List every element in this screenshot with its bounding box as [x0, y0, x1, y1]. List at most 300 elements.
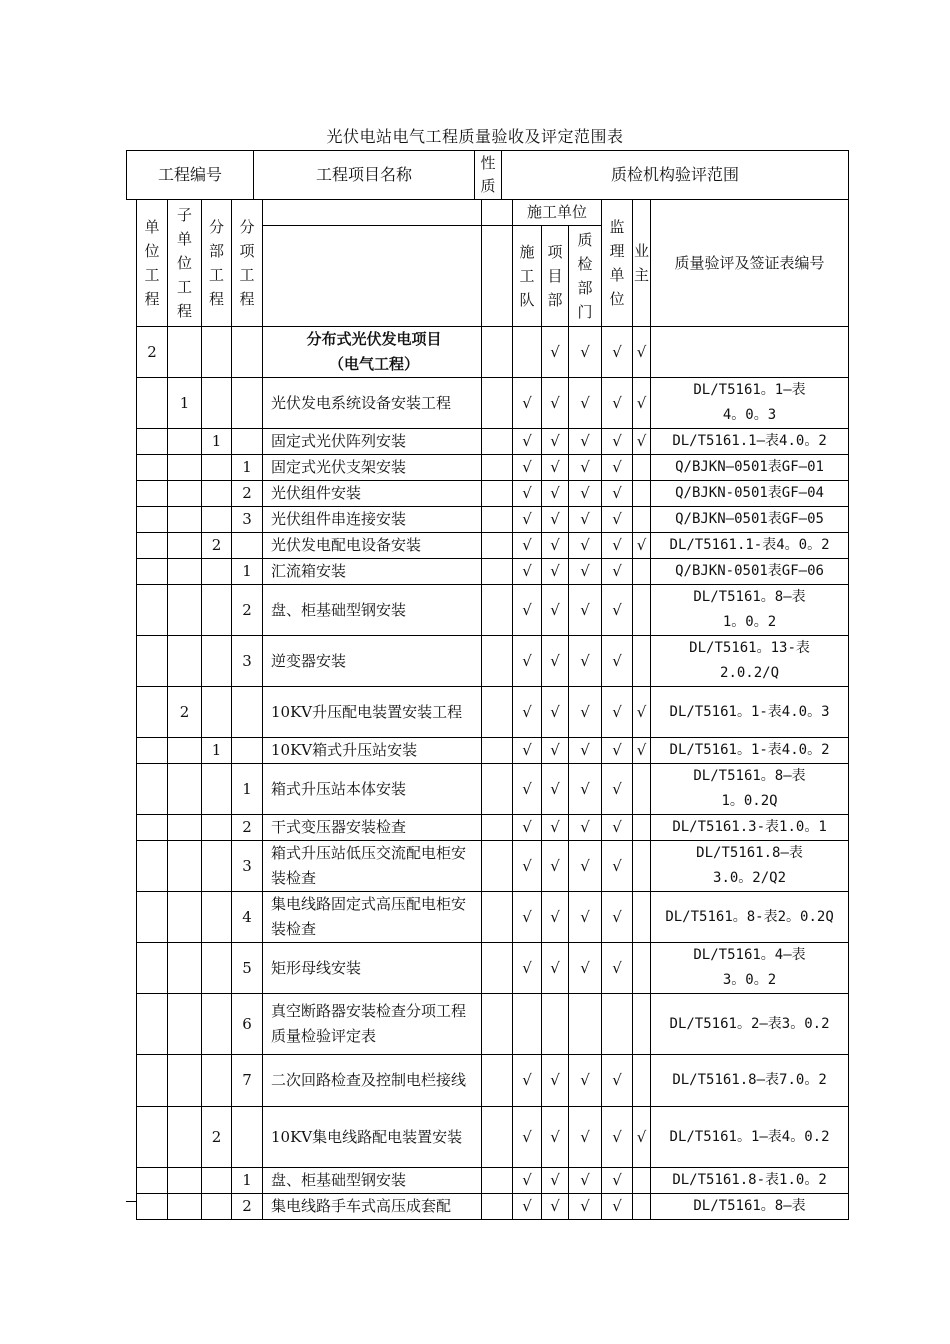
- cell-sub-unit: [168, 892, 202, 943]
- check-qc-dept: √: [569, 738, 602, 764]
- check-team: √: [513, 1055, 542, 1107]
- table-row: [137, 378, 849, 429]
- cell-project-name: 固定式光伏支架安装: [263, 455, 482, 481]
- check-project-dept: √: [542, 841, 569, 892]
- check-project-dept: √: [542, 943, 569, 994]
- cell-sub-unit: 2: [168, 687, 202, 738]
- check-qc-dept: √: [569, 1168, 602, 1194]
- cell-project-name: 汇流箱安装: [263, 559, 482, 585]
- cell-form-no: DL/T5161.1-表4。0。2: [651, 533, 849, 559]
- cell-item: [232, 738, 263, 764]
- cell-nature: [482, 1194, 513, 1220]
- col-constructor: 施工单位: [513, 200, 602, 226]
- cell-unit: [137, 636, 168, 687]
- check-owner: [633, 764, 651, 815]
- table-row: [137, 533, 849, 559]
- cell-form-no: DL/T5161。8—表 1。0。2: [651, 585, 849, 636]
- check-owner: [633, 815, 651, 841]
- cell-form-no: DL/T5161。8—表 1。0.2Q: [651, 764, 849, 815]
- cell-form-no: DL/T5161。1—表 4。0。3: [651, 378, 849, 429]
- cell-unit: [137, 429, 168, 455]
- check-supervisor: √: [602, 585, 633, 636]
- cell-sub-unit: [168, 636, 202, 687]
- cell-sub-unit: [168, 815, 202, 841]
- cell-item: [232, 378, 263, 429]
- check-team: √: [513, 738, 542, 764]
- cell-nature: [482, 481, 513, 507]
- cell-form-no: DL/T5161.8—表7.0。2: [651, 1055, 849, 1107]
- cell-unit: 2: [137, 327, 168, 378]
- col-form-no: 质量验评及签证表编号: [651, 200, 849, 327]
- cell-sub-unit: [168, 327, 202, 378]
- cell-nature: [482, 1168, 513, 1194]
- cell-project-name: 10KV升压配电装置安装工程: [263, 687, 482, 738]
- cell-item: [232, 1107, 263, 1168]
- check-project-dept: [542, 994, 569, 1055]
- page-title: 光伏电站电气工程质量验收及评定范围表: [326, 127, 624, 146]
- cell-item: [232, 327, 263, 378]
- check-supervisor: √: [602, 738, 633, 764]
- check-qc-dept: √: [569, 585, 602, 636]
- col-sub-unit: 子 单 位 工 程: [168, 200, 202, 327]
- check-team: √: [513, 559, 542, 585]
- check-supervisor: √: [602, 429, 633, 455]
- col-nature-top: [482, 200, 513, 226]
- check-owner: √: [633, 378, 651, 429]
- cell-division: 1: [202, 738, 232, 764]
- check-project-dept: √: [542, 1055, 569, 1107]
- cell-item: [232, 687, 263, 738]
- cell-nature: [482, 943, 513, 994]
- check-owner: [633, 1194, 651, 1220]
- cell-form-no: DL/T5161.8—表 3.0。2/Q2: [651, 841, 849, 892]
- table-row: [137, 892, 849, 943]
- cell-nature: [482, 327, 513, 378]
- cell-unit: [137, 994, 168, 1055]
- cell-nature: [482, 892, 513, 943]
- check-qc-dept: √: [569, 481, 602, 507]
- cell-division: [202, 943, 232, 994]
- cell-unit: [137, 481, 168, 507]
- cell-form-no: Q/BJKN-0501表GF—06: [651, 559, 849, 585]
- check-team: √: [513, 815, 542, 841]
- cell-sub-unit: [168, 1194, 202, 1220]
- cell-sub-unit: [168, 585, 202, 636]
- cell-item: 7: [232, 1055, 263, 1107]
- cell-form-no: DL/T5161。1-表4.0。2: [651, 738, 849, 764]
- check-team: √: [513, 1107, 542, 1168]
- cell-division: 2: [202, 1107, 232, 1168]
- cell-division: [202, 994, 232, 1055]
- cell-item: 3: [232, 841, 263, 892]
- check-owner: [633, 559, 651, 585]
- cell-nature: [482, 738, 513, 764]
- check-supervisor: [602, 994, 633, 1055]
- cell-sub-unit: [168, 455, 202, 481]
- check-project-dept: √: [542, 327, 569, 378]
- check-supervisor: √: [602, 815, 633, 841]
- cell-project-name: 光伏组件安装: [263, 481, 482, 507]
- cell-form-no: DL/T5161。8—表: [651, 1194, 849, 1220]
- col-project-dept: 项 目 部: [542, 226, 569, 327]
- check-team: √: [513, 943, 542, 994]
- col-item: 分 项 工 程: [232, 200, 263, 327]
- cell-item: 1: [232, 1168, 263, 1194]
- cell-nature: [482, 455, 513, 481]
- cell-form-no: [651, 327, 849, 378]
- cell-nature: [482, 533, 513, 559]
- check-supervisor: √: [602, 327, 633, 378]
- check-team: √: [513, 455, 542, 481]
- cell-unit: [137, 1168, 168, 1194]
- cell-form-no: DL/T5161。2—表3。0.2: [651, 994, 849, 1055]
- check-supervisor: √: [602, 481, 633, 507]
- check-supervisor: √: [602, 892, 633, 943]
- scope-table: [136, 199, 849, 1220]
- check-supervisor: √: [602, 1055, 633, 1107]
- cell-item: 2: [232, 585, 263, 636]
- check-qc-dept: √: [569, 1194, 602, 1220]
- cell-form-no: Q/BJKN-0501表GF—04: [651, 481, 849, 507]
- check-owner: √: [633, 1107, 651, 1168]
- table-row: [137, 636, 849, 687]
- table-row: [137, 1107, 849, 1168]
- cell-form-no: DL/T5161。4—表 3。0。2: [651, 943, 849, 994]
- check-qc-dept: √: [569, 892, 602, 943]
- check-project-dept: √: [542, 533, 569, 559]
- cell-project-name: 分布式光伏发电项目 （电气工程）: [263, 327, 482, 378]
- check-supervisor: √: [602, 559, 633, 585]
- cell-division: [202, 327, 232, 378]
- cell-item: 1: [232, 455, 263, 481]
- cell-unit: [137, 1107, 168, 1168]
- check-team: √: [513, 1194, 542, 1220]
- cell-sub-unit: [168, 533, 202, 559]
- cell-project-name: 箱式升压站低压交流配电柜安装检查: [263, 841, 482, 892]
- check-team: [513, 994, 542, 1055]
- cell-project-name: 集电线路固定式高压配电柜安装检查: [263, 892, 482, 943]
- cell-division: [202, 687, 232, 738]
- check-team: √: [513, 429, 542, 455]
- col-name-blank: [263, 226, 482, 327]
- cell-division: 2: [202, 533, 232, 559]
- check-owner: √: [633, 429, 651, 455]
- cell-project-name: 逆变器安装: [263, 636, 482, 687]
- col-qc-dept: 质 检 部 门: [569, 226, 602, 327]
- cell-unit: [137, 687, 168, 738]
- check-team: [513, 327, 542, 378]
- cell-division: [202, 378, 232, 429]
- table-row: [137, 455, 849, 481]
- cell-item: [232, 533, 263, 559]
- check-owner: [633, 943, 651, 994]
- cell-form-no: Q/BJKN—0501表GF—01: [651, 455, 849, 481]
- check-project-dept: √: [542, 585, 569, 636]
- table-row: [137, 764, 849, 815]
- cell-nature: [482, 994, 513, 1055]
- cell-nature: [482, 687, 513, 738]
- check-supervisor: √: [602, 943, 633, 994]
- check-project-dept: √: [542, 636, 569, 687]
- check-owner: [633, 636, 651, 687]
- cell-form-no: Q/BJKN—0501表GF—05: [651, 507, 849, 533]
- table-row: [137, 585, 849, 636]
- check-owner: [633, 1055, 651, 1107]
- check-team: √: [513, 533, 542, 559]
- check-qc-dept: √: [569, 455, 602, 481]
- page-rule: [126, 1201, 137, 1202]
- table-row: [137, 327, 849, 378]
- check-project-dept: √: [542, 687, 569, 738]
- cell-project-name: 光伏发电系统设备安装工程: [263, 378, 482, 429]
- cell-sub-unit: [168, 841, 202, 892]
- cell-project-name: 矩形母线安装: [263, 943, 482, 994]
- check-qc-dept: √: [569, 687, 602, 738]
- cell-nature: [482, 378, 513, 429]
- cell-division: [202, 507, 232, 533]
- check-qc-dept: [569, 994, 602, 1055]
- check-project-dept: √: [542, 429, 569, 455]
- table-row: [137, 1194, 849, 1220]
- col-team: 施 工 队: [513, 226, 542, 327]
- check-qc-dept: √: [569, 533, 602, 559]
- cell-project-name: 箱式升压站本体安装: [263, 764, 482, 815]
- check-qc-dept: √: [569, 943, 602, 994]
- check-team: √: [513, 841, 542, 892]
- cell-unit: [137, 585, 168, 636]
- table-row: [137, 507, 849, 533]
- check-supervisor: √: [602, 687, 633, 738]
- cell-unit: [137, 533, 168, 559]
- cell-item: 2: [232, 1194, 263, 1220]
- cell-form-no: DL/T5161。13-表 2.0.2/Q: [651, 636, 849, 687]
- check-project-dept: √: [542, 738, 569, 764]
- check-qc-dept: √: [569, 636, 602, 687]
- check-team: √: [513, 636, 542, 687]
- check-qc-dept: √: [569, 507, 602, 533]
- cell-item: 1: [232, 764, 263, 815]
- cell-item: 3: [232, 636, 263, 687]
- col-owner: 业 主: [633, 200, 651, 327]
- table-row: [137, 1168, 849, 1194]
- check-owner: √: [633, 738, 651, 764]
- check-qc-dept: √: [569, 378, 602, 429]
- col-name-top: [263, 200, 482, 226]
- cell-sub-unit: [168, 1107, 202, 1168]
- cell-item: [232, 429, 263, 455]
- cell-form-no: DL/T5161.3-表1.0。1: [651, 815, 849, 841]
- check-owner: [633, 994, 651, 1055]
- cell-item: 5: [232, 943, 263, 994]
- check-owner: [633, 1168, 651, 1194]
- check-team: √: [513, 687, 542, 738]
- cell-nature: [482, 815, 513, 841]
- cell-project-name: 真空断路器安装检查分项工程质量检验评定表: [263, 994, 482, 1055]
- cell-division: [202, 559, 232, 585]
- cell-project-name: 光伏组件串连接安装: [263, 507, 482, 533]
- cell-form-no: DL/T5161。8-表2。0.2Q: [651, 892, 849, 943]
- cell-division: 1: [202, 429, 232, 455]
- table-row: [137, 738, 849, 764]
- check-qc-dept: √: [569, 841, 602, 892]
- cell-nature: [482, 507, 513, 533]
- cell-nature: [482, 585, 513, 636]
- cell-division: [202, 636, 232, 687]
- check-supervisor: √: [602, 636, 633, 687]
- cell-sub-unit: [168, 943, 202, 994]
- check-supervisor: √: [602, 1168, 633, 1194]
- cell-division: [202, 481, 232, 507]
- table-row: [137, 841, 849, 892]
- check-qc-dept: √: [569, 327, 602, 378]
- cell-form-no: DL/T5161.8-表1.0。2: [651, 1168, 849, 1194]
- check-qc-dept: √: [569, 559, 602, 585]
- cell-unit: [137, 1194, 168, 1220]
- cell-project-name: 干式变压器安装检查: [263, 815, 482, 841]
- cell-unit: [137, 507, 168, 533]
- check-supervisor: √: [602, 1194, 633, 1220]
- check-project-dept: √: [542, 1107, 569, 1168]
- check-team: √: [513, 378, 542, 429]
- check-project-dept: √: [542, 1168, 569, 1194]
- col-division: 分 部 工 程: [202, 200, 232, 327]
- cell-unit: [137, 738, 168, 764]
- cell-unit: [137, 559, 168, 585]
- cell-nature: [482, 636, 513, 687]
- check-team: √: [513, 892, 542, 943]
- cell-nature: [482, 841, 513, 892]
- check-supervisor: √: [602, 455, 633, 481]
- check-project-dept: √: [542, 507, 569, 533]
- cell-project-name: 二次回路检查及控制电栏接线: [263, 1055, 482, 1107]
- check-project-dept: √: [542, 892, 569, 943]
- cell-sub-unit: [168, 764, 202, 815]
- cell-project-name: 10KV箱式升压站安装: [263, 738, 482, 764]
- header-nature: 性 质: [475, 151, 502, 200]
- cell-item: 4: [232, 892, 263, 943]
- cell-division: [202, 585, 232, 636]
- cell-project-name: 集电线路手车式高压成套配: [263, 1194, 482, 1220]
- table-row: [137, 994, 849, 1055]
- check-owner: [633, 455, 651, 481]
- check-supervisor: √: [602, 507, 633, 533]
- table-row: [137, 815, 849, 841]
- check-owner: [633, 507, 651, 533]
- cell-sub-unit: [168, 738, 202, 764]
- check-team: √: [513, 764, 542, 815]
- header-table: [126, 150, 849, 200]
- header-scope: 质检机构验评范围: [502, 151, 849, 200]
- cell-form-no: DL/T5161。1-表4.0。3: [651, 687, 849, 738]
- check-team: √: [513, 507, 542, 533]
- check-owner: [633, 481, 651, 507]
- check-project-dept: √: [542, 455, 569, 481]
- check-owner: [633, 841, 651, 892]
- table-row: [137, 481, 849, 507]
- cell-item: 1: [232, 559, 263, 585]
- check-project-dept: √: [542, 815, 569, 841]
- check-supervisor: √: [602, 378, 633, 429]
- cell-unit: [137, 943, 168, 994]
- cell-division: [202, 455, 232, 481]
- cell-project-name: 固定式光伏阵列安装: [263, 429, 482, 455]
- check-project-dept: √: [542, 481, 569, 507]
- check-qc-dept: √: [569, 429, 602, 455]
- check-supervisor: √: [602, 841, 633, 892]
- cell-sub-unit: [168, 994, 202, 1055]
- cell-division: [202, 1168, 232, 1194]
- cell-item: 2: [232, 481, 263, 507]
- cell-item: 2: [232, 815, 263, 841]
- cell-sub-unit: 1: [168, 378, 202, 429]
- table-row: [137, 943, 849, 994]
- check-supervisor: √: [602, 533, 633, 559]
- cell-sub-unit: [168, 481, 202, 507]
- cell-sub-unit: [168, 1055, 202, 1107]
- cell-nature: [482, 429, 513, 455]
- check-qc-dept: √: [569, 1107, 602, 1168]
- check-team: √: [513, 585, 542, 636]
- check-project-dept: √: [542, 764, 569, 815]
- check-team: √: [513, 1168, 542, 1194]
- cell-item: 6: [232, 994, 263, 1055]
- table-row: [137, 429, 849, 455]
- check-owner: [633, 892, 651, 943]
- cell-item: 3: [232, 507, 263, 533]
- cell-project-name: 盘、柜基础型钢安装: [263, 1168, 482, 1194]
- cell-unit: [137, 841, 168, 892]
- header-name: 工程项目名称: [254, 151, 475, 200]
- check-supervisor: √: [602, 764, 633, 815]
- col-nature-blank: [482, 226, 513, 327]
- check-qc-dept: √: [569, 815, 602, 841]
- cell-project-name: 光伏发电配电设备安装: [263, 533, 482, 559]
- cell-nature: [482, 764, 513, 815]
- table-row: [137, 1055, 849, 1107]
- table-row: [137, 687, 849, 738]
- check-project-dept: √: [542, 559, 569, 585]
- cell-nature: [482, 1055, 513, 1107]
- check-owner: √: [633, 687, 651, 738]
- cell-unit: [137, 378, 168, 429]
- cell-form-no: DL/T5161。1—表4。0.2: [651, 1107, 849, 1168]
- check-qc-dept: √: [569, 764, 602, 815]
- cell-division: [202, 764, 232, 815]
- cell-form-no: DL/T5161.1—表4.0。2: [651, 429, 849, 455]
- cell-unit: [137, 764, 168, 815]
- check-qc-dept: √: [569, 1055, 602, 1107]
- check-project-dept: √: [542, 1194, 569, 1220]
- cell-project-name: 盘、柜基础型钢安装: [263, 585, 482, 636]
- cell-division: [202, 892, 232, 943]
- check-owner: [633, 585, 651, 636]
- cell-division: [202, 1194, 232, 1220]
- cell-unit: [137, 815, 168, 841]
- check-project-dept: √: [542, 378, 569, 429]
- cell-nature: [482, 1107, 513, 1168]
- cell-unit: [137, 455, 168, 481]
- header-code: 工程编号: [127, 151, 254, 200]
- col-supervisor: 监 理 单 位: [602, 200, 633, 327]
- col-unit: 单 位 工 程: [137, 200, 168, 327]
- cell-sub-unit: [168, 1168, 202, 1194]
- cell-sub-unit: [168, 559, 202, 585]
- check-supervisor: √: [602, 1107, 633, 1168]
- cell-unit: [137, 1055, 168, 1107]
- cell-sub-unit: [168, 429, 202, 455]
- cell-project-name: 10KV集电线路配电装置安装: [263, 1107, 482, 1168]
- table-row: [137, 559, 849, 585]
